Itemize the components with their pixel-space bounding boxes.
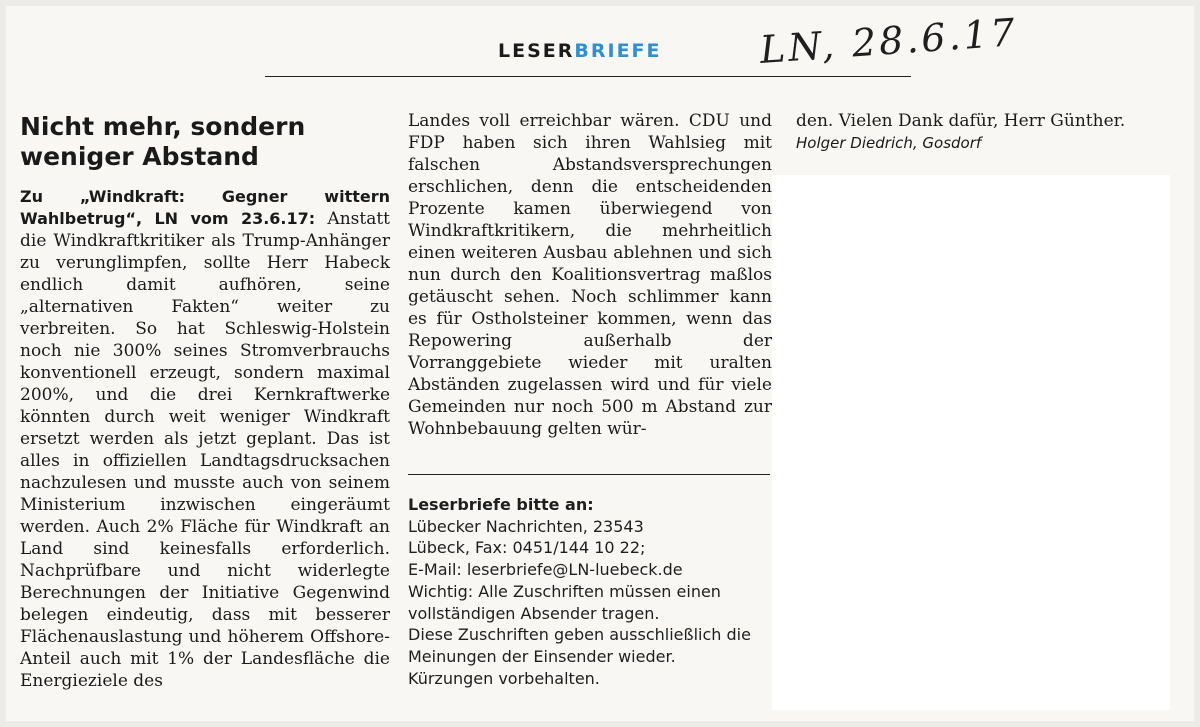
info-box (408, 494, 778, 689)
letter-text-1: Anstatt die Windkraftkritiker als Trump-Anhänger zu verunglimpfen, sollte Herr Habeck endlich damit aufhören, seine „alternativen Fakten“ weiter zu verbreiten. So hat Schleswig-Holstein noch nie 300% seines Stromverbrauchs konventionell erzeugt, sondern maximal 200%, und die drei Kernkraftwerke könnten durch weit weniger Windkraft ersetzt werden als jetzt geplant. Das ist alles in offiziellen Landtagsdrucksachen nachzulesen und musste auch von seinem Ministerium inzwischen eingeräumt werden. Auch 2% Fläche für Windkraft an Land sind keinesfalls erforderlich. Nachprüfbare und nicht widerlegte Berechnungen der Initiative Gegenwind belegen eindeutig, dass mit besserer Flächenauslastung und höherem Offshore-Anteil auch mit 1% der Landesfläche die Energieziele des (20, 209, 391, 691)
letter-signature: Holger Diedrich, Gosdorf (796, 134, 982, 152)
section-header-word-leser: LESER (498, 40, 575, 62)
section-header-word-briefe: BRIEFE (574, 40, 662, 62)
letter-body-part-2: Landes voll erreichbar wären. CDU und FDP haben sich ihren Wahlsieg mit falschen Abstandsversprechungen erschlichen, denn die entscheidenden Prozente kamen überwiegend von Windkraftkritikern, die mehrheitlich einen weiteren Ausbau ablehnen und sich nun durch den Koalitionsvertrag maßlos getäuscht sehen. Noch schlimmer kann es für Ostholsteiner kommen, wenn das Repowering außerhalb der Vorranggebiete wieder mit uralten Abständen zugelassen wird und für viele Gemeinden nur noch 500 m Abstand zur Wohnbebauung gelten wür- (408, 111, 772, 439)
letter-body-part-1 (20, 186, 390, 692)
info-box-line: Kürzungen vorbehalten. (408, 668, 600, 688)
section-header (498, 40, 662, 62)
handwritten-date-note: LN, 28.6.17 (758, 10, 1020, 72)
info-box-line: vollständigen Absender tragen. (408, 603, 660, 623)
info-box-email: E-Mail: leserbriefe@LN-luebeck.de (408, 560, 683, 580)
info-box-line: Lübeck, Fax: 0451/144 10 22; (408, 538, 646, 558)
letter-headline: Nicht mehr, sondern weniger Abstand (20, 112, 306, 171)
info-box-title: Leserbriefe bitte an: (408, 495, 594, 514)
letter-lead: Zu „Windkraft: Gegner wittern Wahlbetrug“, LN vom 23.6.17: (20, 187, 390, 228)
info-box-line: Diese Zuschriften geben ausschließlich die (408, 625, 751, 645)
info-box-rule (408, 474, 770, 475)
info-box-line: Wichtig: Alle Zuschriften müssen einen (408, 581, 721, 601)
header-rule (265, 76, 911, 77)
blank-area (772, 175, 1170, 710)
letter-column-2 (408, 110, 772, 440)
info-box-line: Meinungen der Einsender wieder. (408, 646, 676, 666)
letter-body-part-3: den. Vielen Dank dafür, Herr Günther. (796, 111, 1126, 131)
letter-column-1 (20, 110, 390, 692)
letter-column-3 (796, 110, 1176, 154)
info-box-line: Lübecker Nachrichten, 23543 (408, 516, 644, 536)
